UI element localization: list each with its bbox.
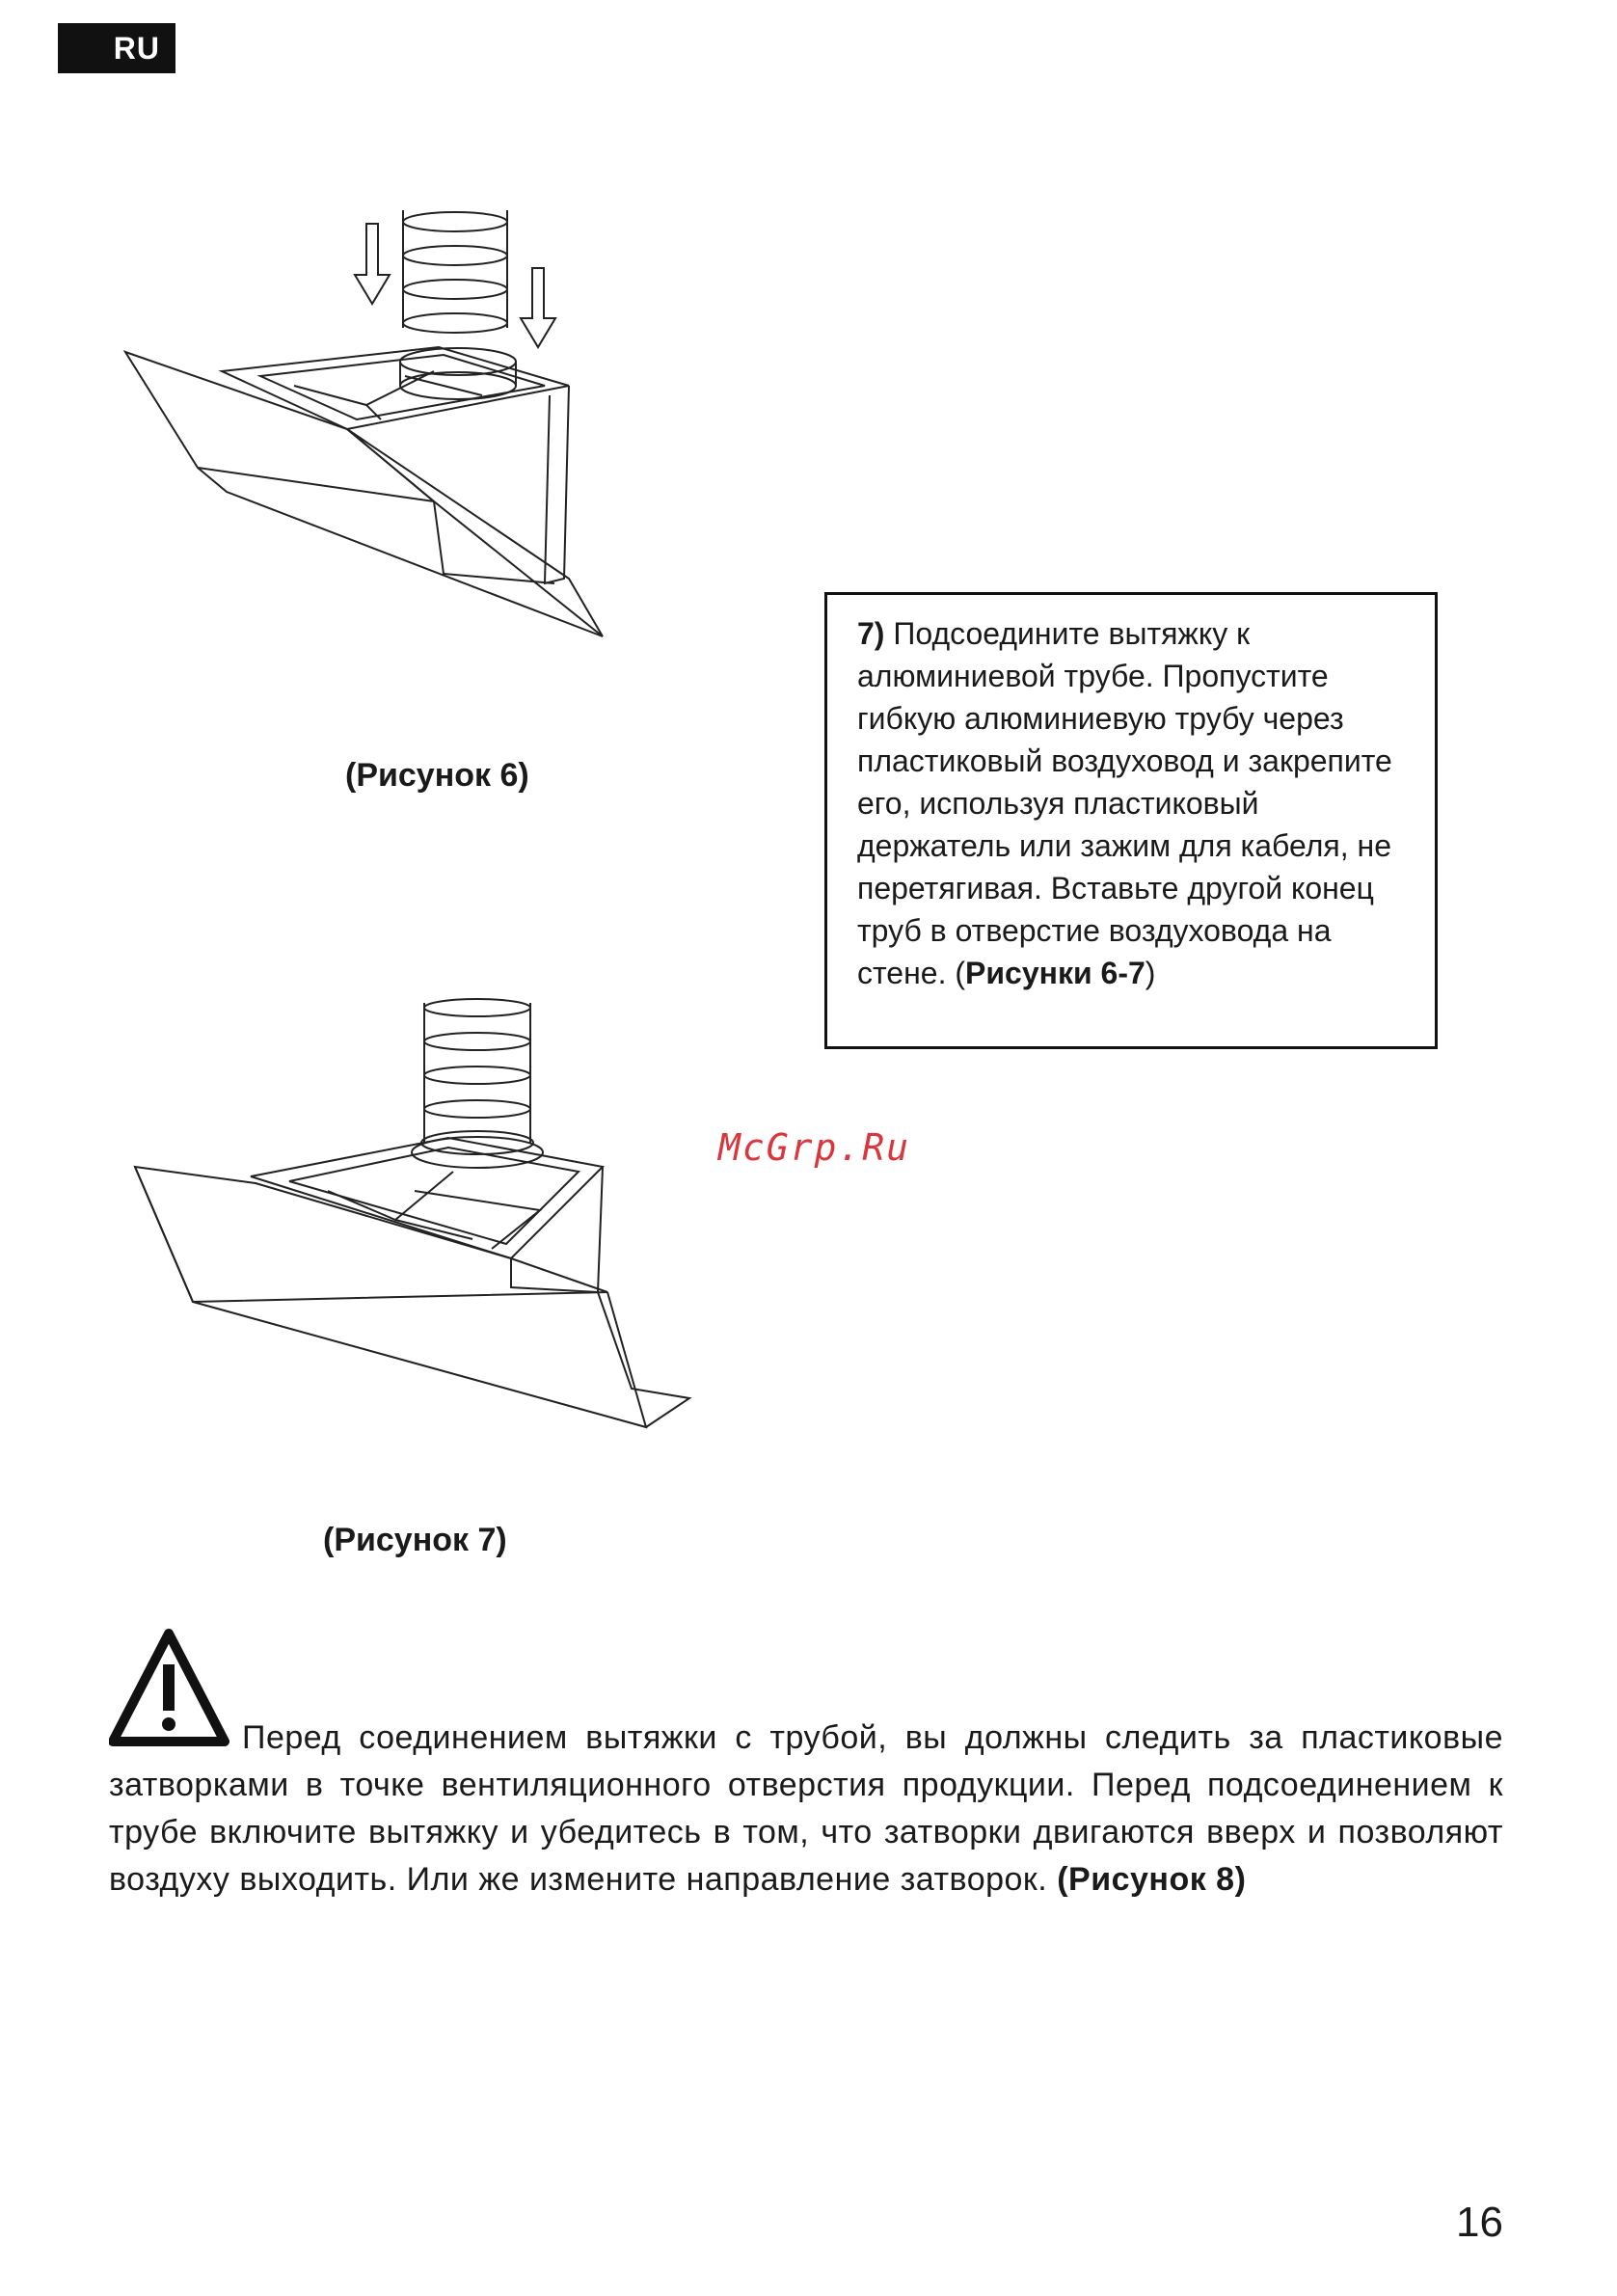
watermark: McGrp.Ru: [718, 1126, 911, 1169]
step-7-close: ): [1145, 956, 1156, 990]
figure-6-illustration: [116, 203, 617, 665]
page-number: 16: [1456, 2199, 1503, 2246]
figure-7-caption: (Рисунок 7): [323, 1522, 507, 1558]
step-7-text: Подсоедините вытяжку к алюминиевой трубе. Пропустите гибкую алюминиевую трубу через пластиковый воздуховод и закрепите его, используя пластиковый держатель или зажим для кабеля, не перетягивая. Вставьте другой конец труб в отверстие воздуховода на стене. (: [857, 616, 1392, 990]
warning-paragraph: [109, 1715, 1503, 1904]
step-7-instruction-box: [824, 592, 1438, 1049]
language-badge: [58, 23, 175, 73]
step-7-figure-ref: Рисунки 6-7: [965, 956, 1145, 990]
figure-6-caption: (Рисунок 6): [345, 757, 529, 794]
language-code: RU: [113, 30, 160, 66]
warning-text: Перед соединением вытяжки с трубой, вы должны следить за пластиковые затворками в точке вентиляционного отверстия продукции. Перед подсоединением к трубе включите вытяжку и убедитесь в том, что затворки двигаются вверх и позволяют воздуху выходить. Или же измените направление затворок.: [109, 1719, 1503, 1898]
step-number: 7): [857, 616, 885, 651]
figure-7-illustration: [106, 998, 733, 1461]
warning-figure-ref: (Рисунок 8): [1057, 1861, 1247, 1898]
